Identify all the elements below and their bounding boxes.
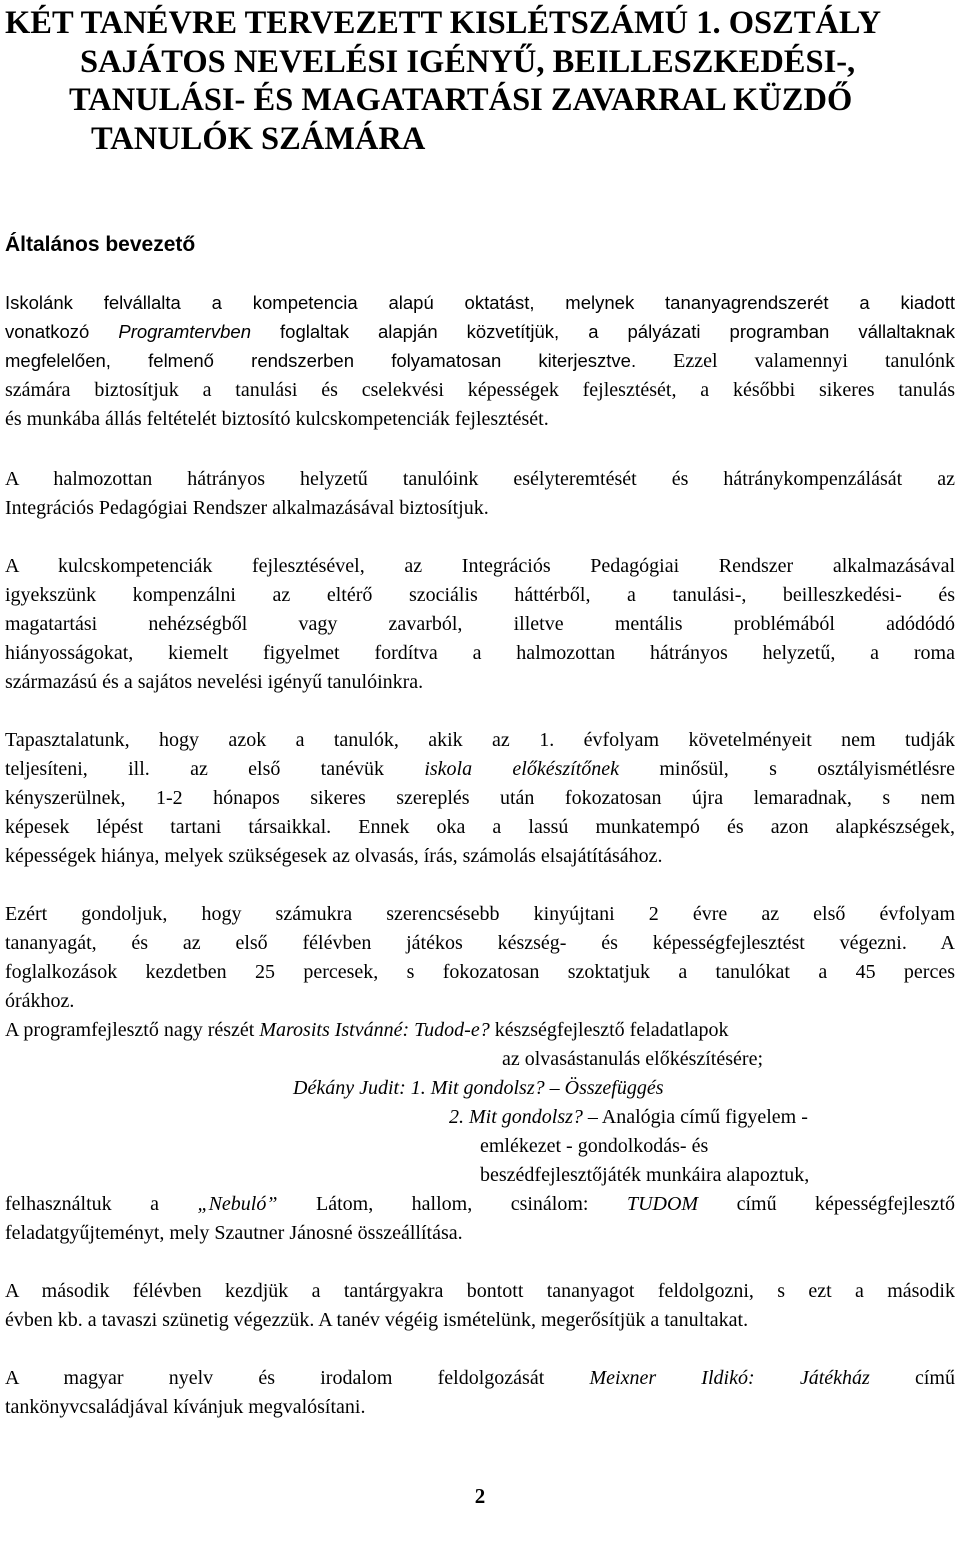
- paragraph-line: magatartási nehézségből vagy zavarból, illetve mentális problémából adódódó: [5, 613, 955, 635]
- paragraph-line: hiányosságokat, kiemelt figyelmet fordítva a halmozottan hátrányos helyzetű, a roma: [5, 642, 955, 664]
- paragraph-line: Integrációs Pedagógiai Rendszer alkalmazásával biztosítjuk.: [5, 497, 489, 519]
- paragraph-line: megfelelően, felmenő rendszerben folyamatosan kiterjesztve. Ezzel valamennyi tanulónk: [5, 350, 955, 372]
- document-title: [0, 0, 960, 158]
- paragraph-line: képesek lépést tartani társaikkal. Ennek oka a lassú munkatempó és azon alapkészségek,: [5, 816, 955, 838]
- paragraph-line: A magyar nyelv és irodalom feldolgozását Meixner Ildikó: Játékház című: [5, 1367, 955, 1389]
- paragraph-line: és munkába állás feltételét biztosító kulcskompetenciák fejlesztését.: [5, 408, 549, 430]
- paragraph-line: A kulcskompetenciák fejlesztésével, az Integrációs Pedagógiai Rendszer alkalmazásával: [5, 555, 955, 577]
- sources-line: emlékezet - gondolkodás- és: [480, 1135, 709, 1157]
- section-heading: Általános bevezető: [5, 233, 196, 256]
- title-line: TANULÁSI- ÉS MAGATARTÁSI ZAVARRAL KÜZDŐ: [69, 82, 853, 118]
- paragraph-line: tankönyvcsaládjával kívánjuk megvalósítani.: [5, 1396, 366, 1418]
- paragraph-line: A halmozottan hátrányos helyzetű tanulóink esélyteremtését és hátránykompenzálását az: [5, 468, 955, 490]
- title-line: SAJÁTOS NEVELÉSI IGÉNYŰ, BEILLESZKEDÉSI-,: [80, 43, 856, 80]
- paragraph-plan: [5, 900, 955, 1016]
- paragraph-line: vonatkozó Programtervben foglaltak alapján közvetítjük, a pályázati programban vállaltaknak: [5, 321, 955, 342]
- title-line: TANULÓK SZÁMÁRA: [91, 120, 426, 157]
- page-number: 2: [474, 1484, 486, 1508]
- paragraph-second-semester: [5, 1277, 955, 1335]
- emphasis: „Nebuló”: [197, 1193, 278, 1215]
- emphasis: 2. Mit gondolsz?: [449, 1106, 583, 1128]
- paragraph-key-competences: [5, 552, 955, 697]
- emphasis: Marosits Istvánné: Tudod-e?: [259, 1019, 490, 1041]
- paragraph-disadvantaged: [5, 465, 955, 523]
- emphasis: Meixner Ildikó: Játékház: [589, 1367, 870, 1389]
- paragraph-line: származású és a sajátos nevelési igényű tanulóinkra.: [5, 671, 424, 693]
- title-line: KÉT TANÉVRE TERVEZETT KISLÉTSZÁMÚ 1. OSZTÁLY: [5, 5, 882, 41]
- paragraph-line: A második félévben kezdjük a tantárgyakra bontott tananyagot feldolgozni, s ezt a második: [5, 1280, 955, 1302]
- paragraph-line: igyekszünk kompenzálni az eltérő szociális háttérből, a tanulási-, beilleszkedési- és: [5, 584, 955, 606]
- paragraph-hungarian-language: [5, 1364, 955, 1422]
- emphasis: TUDOM: [626, 1193, 699, 1215]
- paragraph-line: órákhoz.: [5, 990, 75, 1012]
- sources-line: az olvasástanulás előkészítésére;: [502, 1048, 763, 1070]
- paragraph-line: képességek hiánya, melyek szükségesek az olvasás, írás, számolás elsajátításához.: [5, 845, 663, 867]
- paragraph-intro: [5, 288, 955, 434]
- paragraph-sources-tail: [5, 1190, 955, 1248]
- sources-line: [293, 1074, 664, 1103]
- sources-line: beszédfejlesztőjáték munkáira alapoztuk,: [480, 1164, 810, 1186]
- paragraph-line: tananyagát, és az első félévben játékos készség- és képességfejlesztést végezni. A: [5, 932, 955, 954]
- paragraph-line: Iskolánk felvállalta a kompetencia alapú oktatást, melynek tananyagrendszerét a kiadott: [5, 292, 955, 313]
- sources-line: 2. Mit gondolsz? – Analógia című figyelem -: [449, 1106, 808, 1128]
- paragraph-line: felhasználtuk a „Nebuló” Látom, hallom, csinálom: TUDOM című képességfejlesztő: [5, 1193, 955, 1215]
- emphasis: Dékány Judit: 1. Mit gondolsz? – Összefüggés: [293, 1077, 664, 1099]
- paragraph-line: évben kb. a tavaszi szünetig végezzük. A tanév végéig ismételünk, megerősítjük a tanultakat.: [5, 1309, 749, 1331]
- paragraph-line: kényszerülnek, 1-2 hónapos sikeres szereplés után fokozatosan újra lemaradnak, s nem: [5, 787, 955, 809]
- paragraph-experience: [5, 726, 955, 871]
- emphasis: Programtervben: [118, 321, 252, 342]
- paragraph-line: Tapasztalatunk, hogy azok a tanulók, akik az 1. évfolyam követelményeit nem tudják: [5, 729, 955, 751]
- paragraph-line: Ezért gondoljuk, hogy számukra szerencsésebb kinyújtani 2 évre az első évfolyam: [5, 903, 955, 925]
- emphasis: iskola előkészítőnek: [424, 758, 620, 780]
- paragraph-line: A programfejlesztő nagy részét Marosits Istvánné: Tudod-e? készségfejlesztő feladatlapok: [5, 1019, 729, 1041]
- paragraph-line: számára biztosítjuk a tanulási és cselekvési képességek fejlesztését, a későbbi sikeres tanulás: [5, 379, 955, 401]
- paragraph-sources-line1: [5, 1016, 955, 1045]
- paragraph-line: feladatgyűjteményt, mely Szautner Jánosné összeállítása.: [5, 1222, 463, 1244]
- paragraph-line: teljesíteni, ill. az első tanévük iskola előkészítőnek minősül, s osztályismétlésre: [5, 758, 955, 780]
- paragraph-line: foglalkozások kezdetben 25 percesek, s fokozatosan szoktatjuk a tanulókat a 45 perces: [5, 961, 955, 983]
